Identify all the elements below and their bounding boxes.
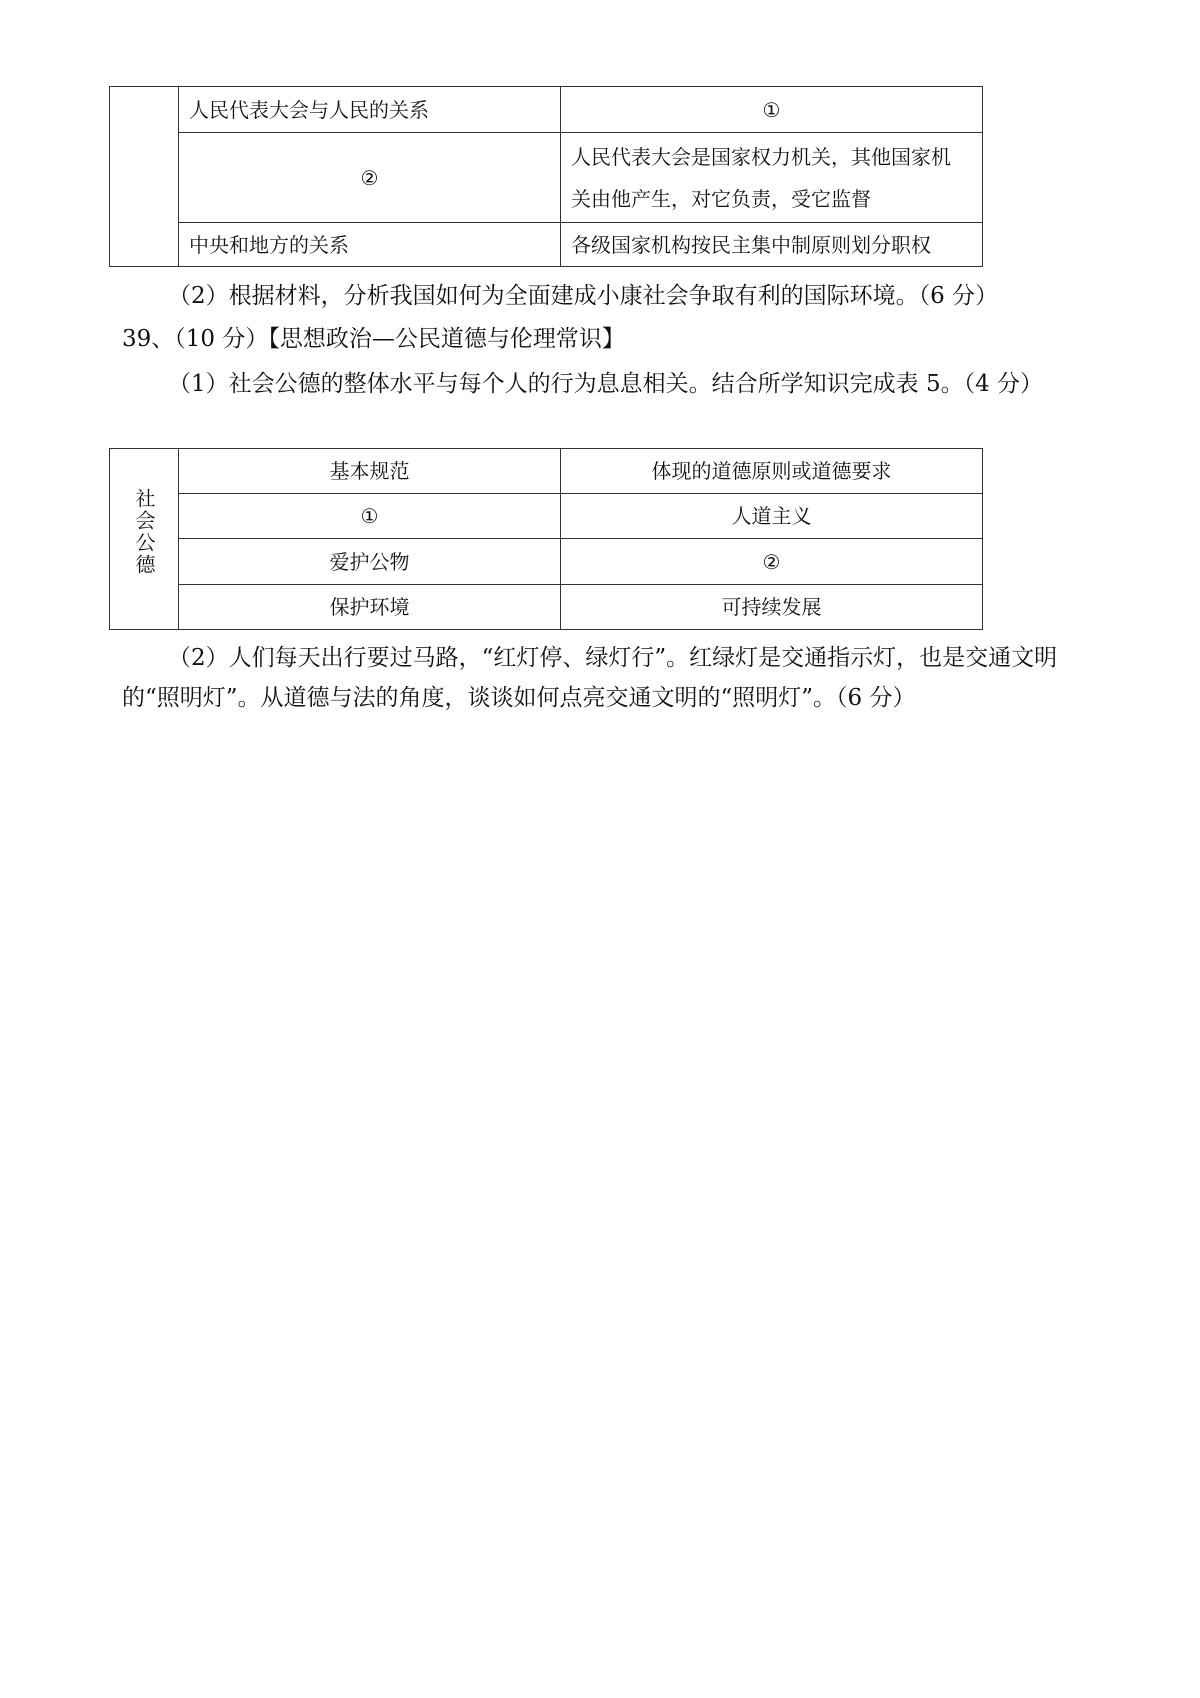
table-cell	[561, 133, 983, 223]
social-ethics-table	[109, 448, 983, 630]
table-cell: 爱护公物	[179, 539, 561, 585]
column-header: 基本规范	[179, 449, 561, 494]
cell-line: 人民代表大会是国家权力机关，其他国家机	[571, 144, 951, 169]
table-cell: 中央和地方的关系	[179, 223, 561, 267]
table-cell: 保护环境	[179, 585, 561, 630]
column-header: 体现的道德原则或道德要求	[561, 449, 983, 494]
question-38-2: （2）根据材料，分析我国如何为全面建成小康社会争取有利的国际环境。（6 分）	[168, 283, 999, 309]
table-cell: 各级国家机构按民主集中制原则划分职权	[561, 223, 983, 267]
table-cell: ①	[179, 494, 561, 539]
table-cell: 人民代表大会与人民的关系	[179, 87, 561, 133]
table-cell: 人道主义	[561, 494, 983, 539]
table-cell: ①	[561, 87, 983, 133]
side-label-text: 社会公德	[132, 488, 156, 576]
cell-line: 关由他产生，对它负责，受它监督	[571, 186, 871, 211]
question-39-header: 39、（10 分）【思想政治—公民道德与伦理常识】	[122, 326, 625, 352]
table-row	[110, 494, 983, 539]
table-row	[110, 133, 983, 223]
table-cell: ②	[179, 133, 561, 223]
question-39-1: （1）社会公德的整体水平与每个人的行为息息相关。结合所学知识完成表 5。（4 分）	[168, 371, 1044, 397]
table-cell: 可持续发展	[561, 585, 983, 630]
table-row	[110, 585, 983, 630]
table-row	[110, 223, 983, 267]
table-header-row	[110, 449, 983, 494]
table-row	[110, 87, 983, 133]
table-side-label	[110, 449, 179, 630]
state-structure-table	[109, 86, 983, 267]
question-39-2: （2）人们每天出行要过马路，“红灯停、绿灯行”。红绿灯是交通指示灯，也是交通文明的“照明灯”。从道德与法的角度，谈谈如何点亮交通文明的“照明灯”。（6 分）	[122, 645, 1058, 711]
table-cell: ②	[561, 539, 983, 585]
table-row	[110, 539, 983, 585]
table-side-cell	[110, 87, 179, 267]
